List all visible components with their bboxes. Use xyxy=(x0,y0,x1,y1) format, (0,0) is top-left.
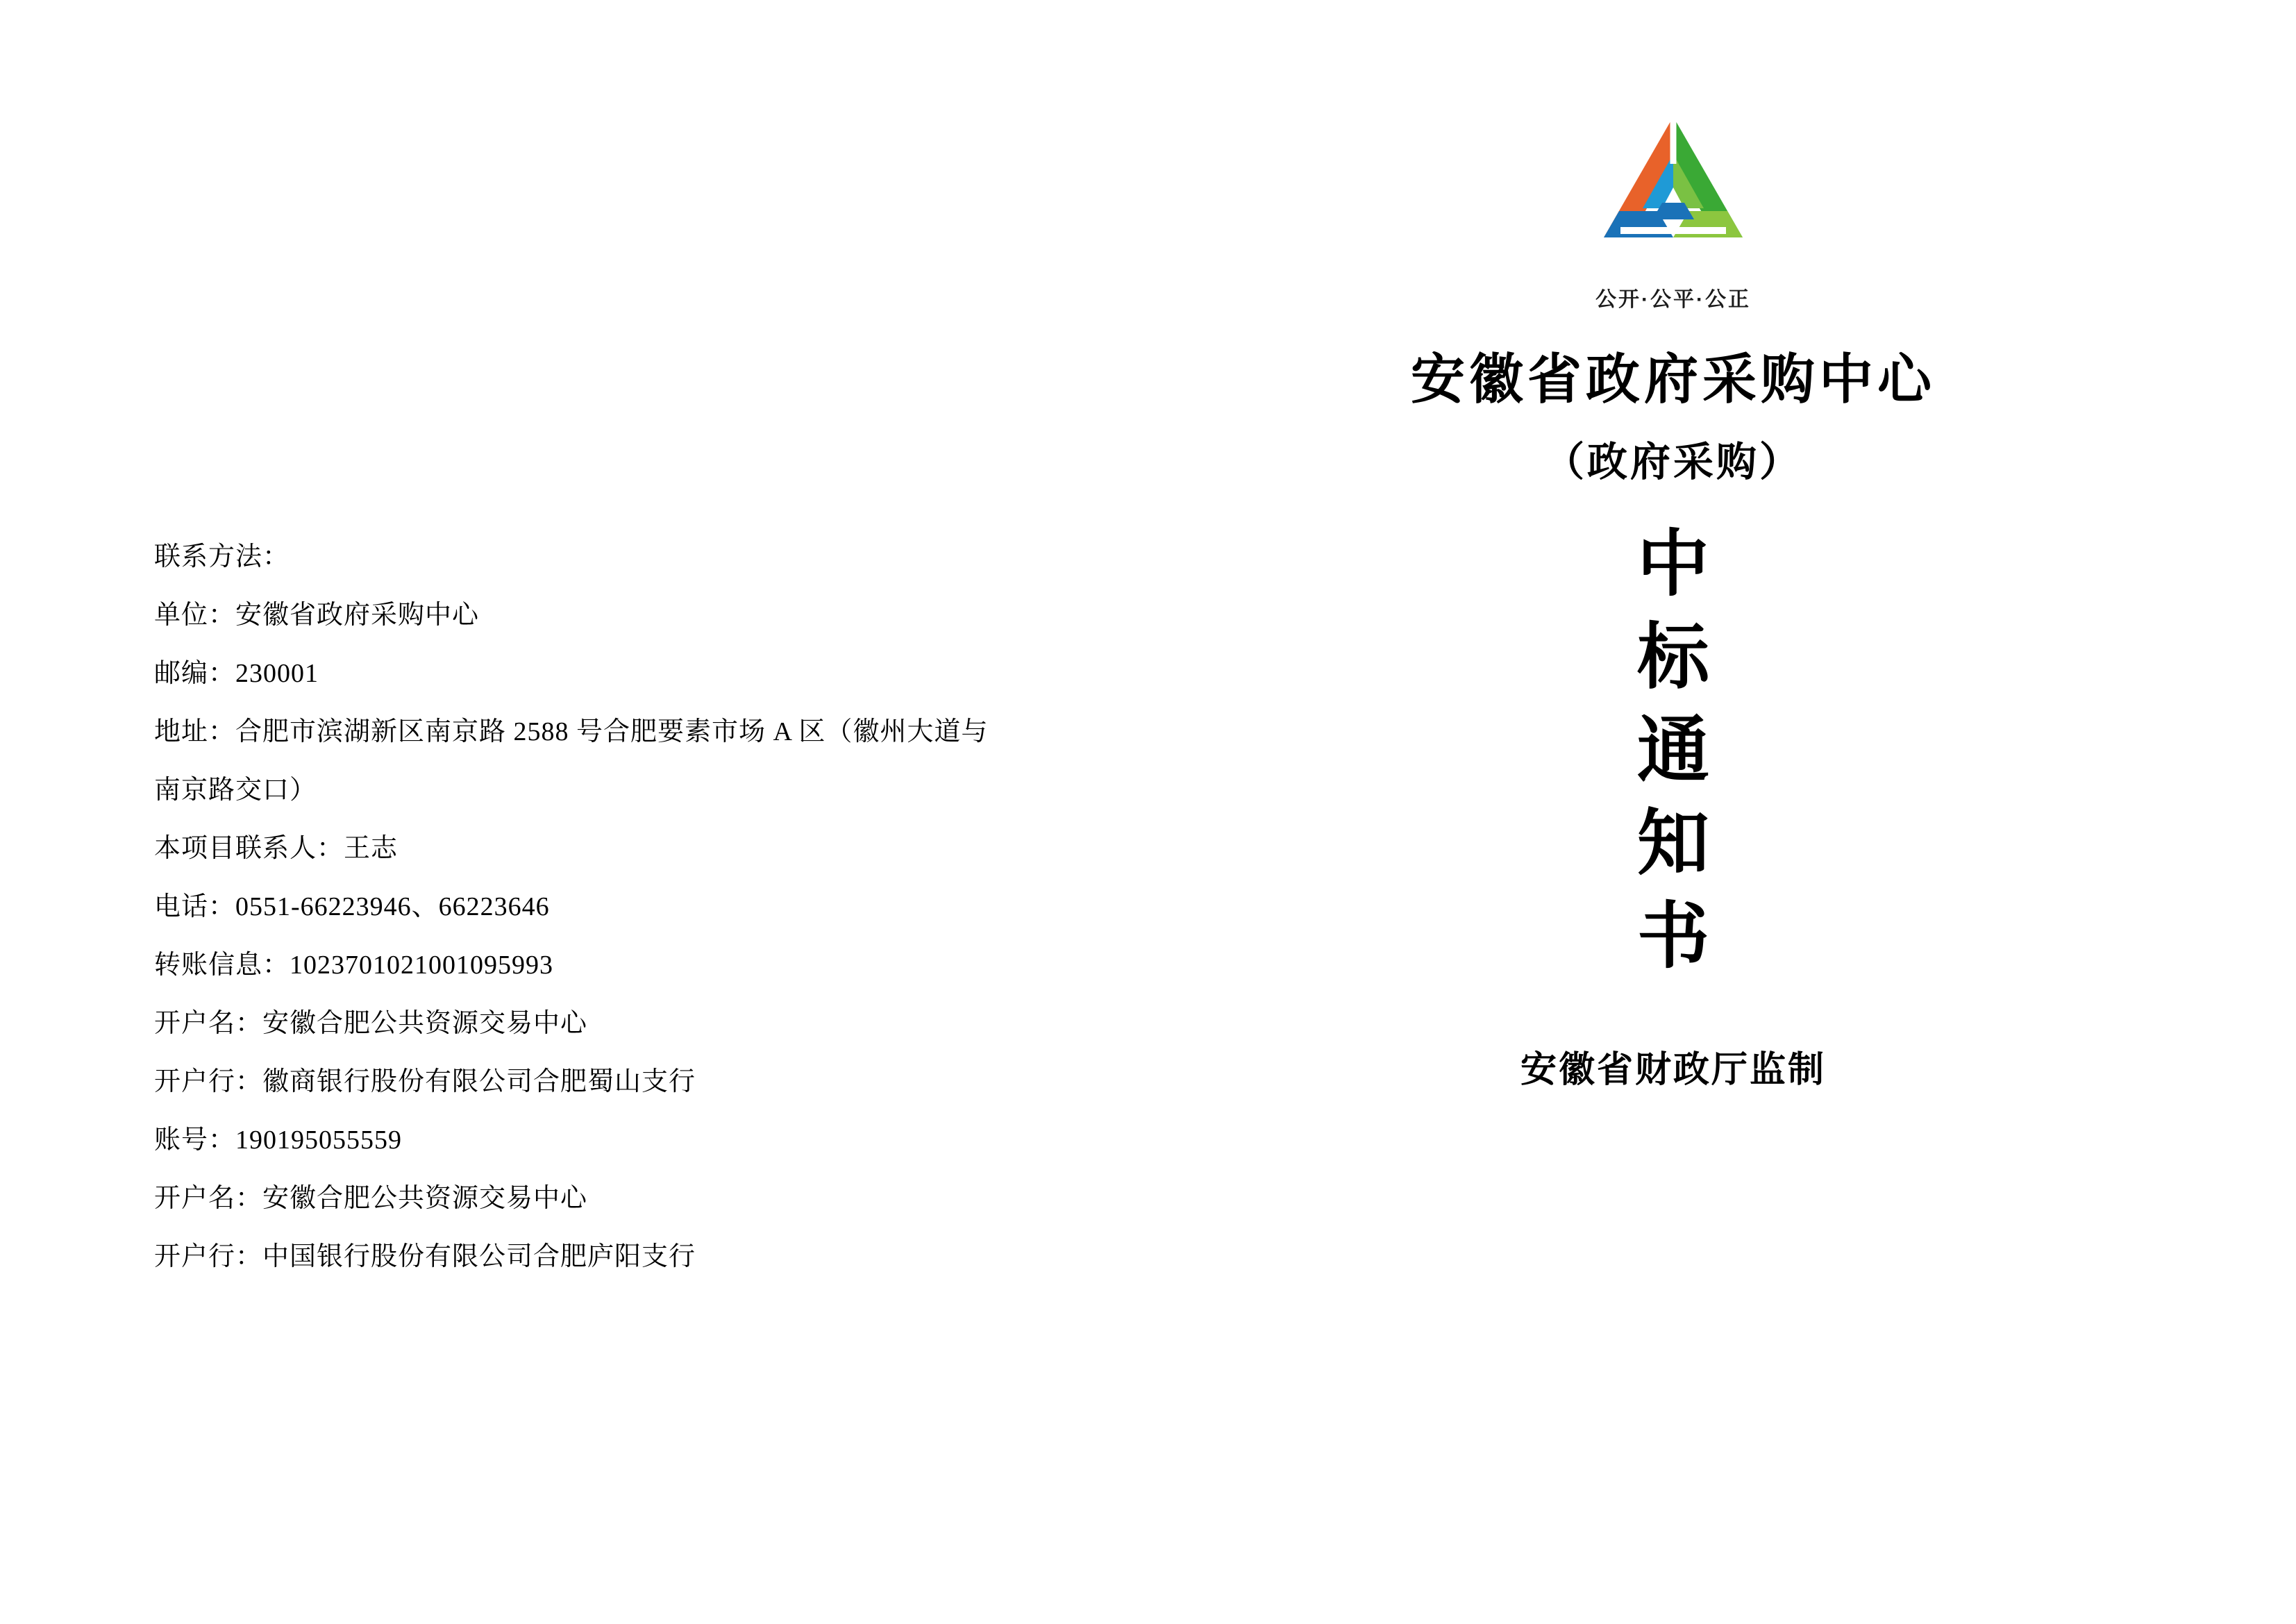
ahzcz-triangle-logo-icon xyxy=(1576,104,1770,278)
supervisor-line: 安徽省财政厅监制 xyxy=(1520,1050,1826,1090)
vertical-title-char: 知 xyxy=(1636,803,1709,884)
organization-title: 安徽省政府采购中心 xyxy=(1410,349,1936,410)
contact-line: 地址：合肥市滨湖新区南京路 2588 号合肥要素市场 A 区（徽州大道与 xyxy=(154,717,989,746)
contact-line: 电话：0551-66223946、66223646 xyxy=(154,892,550,921)
contact-information-block xyxy=(154,528,1126,1286)
contact-line: 单位：安徽省政府采购中心 xyxy=(154,601,480,630)
vertical-title-char: 标 xyxy=(1636,617,1709,698)
contact-line: 开户行：徽商银行股份有限公司合肥蜀山支行 xyxy=(154,1067,696,1096)
vertical-title-char: 书 xyxy=(1636,896,1709,977)
vertical-document-title xyxy=(1180,518,2166,983)
contact-line: 本项目联系人：王志 xyxy=(154,834,399,863)
contact-line: 转账信息：1023701021001095993 xyxy=(154,951,554,980)
contact-line: 邮编：230001 xyxy=(154,659,319,688)
document-header-column xyxy=(1180,104,2166,1092)
logo-caption: 公开·公平·公正 xyxy=(1595,288,1751,311)
contact-line: 开户名：安徽合肥公共资源交易中心 xyxy=(154,1184,588,1213)
contact-line: 开户名：安徽合肥公共资源交易中心 xyxy=(154,1009,588,1038)
contact-line: 账号：190195055559 xyxy=(154,1125,403,1155)
contact-line: 南京路交口） xyxy=(154,776,317,805)
vertical-title-char: 中 xyxy=(1636,524,1709,605)
logo-block xyxy=(1180,104,2166,312)
vertical-title-char: 通 xyxy=(1636,710,1709,791)
contact-line: 开户行：中国银行股份有限公司合肥庐阳支行 xyxy=(154,1242,696,1271)
contact-line: 联系方法： xyxy=(154,542,290,571)
organization-subtitle: （政府采购） xyxy=(1543,440,1802,485)
